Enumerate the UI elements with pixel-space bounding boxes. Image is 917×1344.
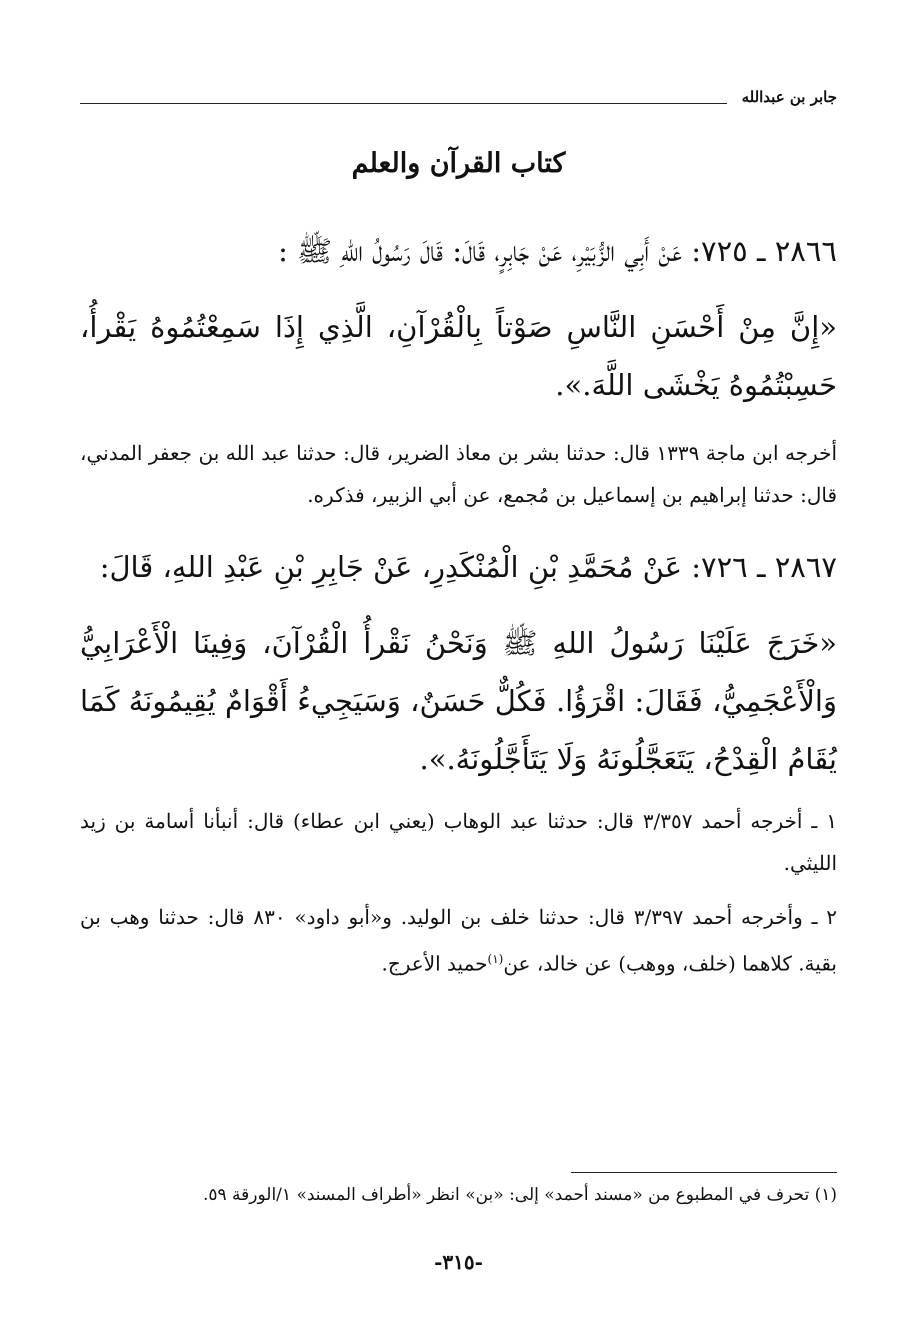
footnote-rule [571, 1172, 837, 1173]
hadith-heading-2867: ٢٨٦٧ ـ ٧٢٦: عَنْ مُحَمَّدِ بْنِ الْمُنْكَدِرِ، عَنْ جَابِرِ بْنِ عَبْدِ اللهِ، قَالَ: [99, 550, 837, 584]
running-header [80, 88, 837, 112]
hadith-text-2866: «إِنَّ مِنْ أَحْسَنِ النَّاسِ صَوْتاً بِالْقُرْآنِ، الَّذِي إِذَا سَمِعْتُمُوهُ يَقْرأُ، حَسِبْتُمُوهُ يَخْشَى اللَّهَ.». [80, 310, 837, 402]
header-rule [80, 103, 727, 104]
hadith-text-2867: «خَرَجَ عَلَيْنَا رَسُولُ اللهِ ﷺ وَنَحْنُ نَقْرأُ الْقُرْآنَ، وَفِينَا الْأَعْرَابِيُّ وَالْأَعْجَمِيُّ، فَقَالَ: اقْرَؤُا. فَكُلٌّ حَسَنٌ، وَسَيَجِيءُ أَقْوَامٌ يُقِيمُونَهُ كَمَا يُقَامُ الْقِدْحُ، يَتَعَجَّلُونَهُ وَلَا يَتَأَجَّلُونَهُ.». [80, 626, 837, 776]
takhrij-2867-item-1: ١ ـ أخرجه أحمد ٣/٣٥٧ قال: حدثنا عبد الوهاب (يعني ابن عطاء) قال: أنبأنا أسامة بن زيد الليثي. [80, 809, 837, 875]
takhrij-item-2-before: ٢ ـ وأخرجه أحمد ٣/٣٩٧ قال: حدثنا خلف بن الوليد. و«أبو داود» ٨٣٠ قال: حدثنا وهب بن بقية. كلاهما (خلف، ووهب) عن خالد، عن [80, 905, 837, 976]
hadith-heading-2866: ٢٨٦٦ ـ ٧٢٥: عَنْ أَبِي الزُّبَيْرِ، عَنْ جَابِرٍ، قَالَ: قَالَ رَسُولُ اللهِ ﷺ : [278, 234, 837, 268]
page-number: -٣١٥- [434, 1250, 483, 1274]
book-title: كتاب القرآن والعلم [351, 148, 566, 179]
footnote: (١) تحرف في المطبوع من «مسند أحمد» إلى: «بن» انظر «أطراف المسند» ١/الورقة ٥٩. [202, 1185, 837, 1205]
running-title: جابر بن عبدالله [734, 88, 837, 106]
takhrij-2867-item-2 [80, 896, 837, 985]
takhrij-item-2-after: حميد الأعرج. [381, 951, 488, 976]
main-content [80, 222, 837, 985]
takhrij-2866: أخرجه ابن ماجة ١٣٣٩ قال: حدثنا بشر بن معاذ الضرير، قال: حدثنا عبد الله بن جعفر المدني، قال: حدثنا إبراهيم بن إسماعيل بن مُجمع، عن أبي الزبير، فذكره. [80, 441, 838, 507]
footnote-reference: (١) [487, 952, 504, 966]
